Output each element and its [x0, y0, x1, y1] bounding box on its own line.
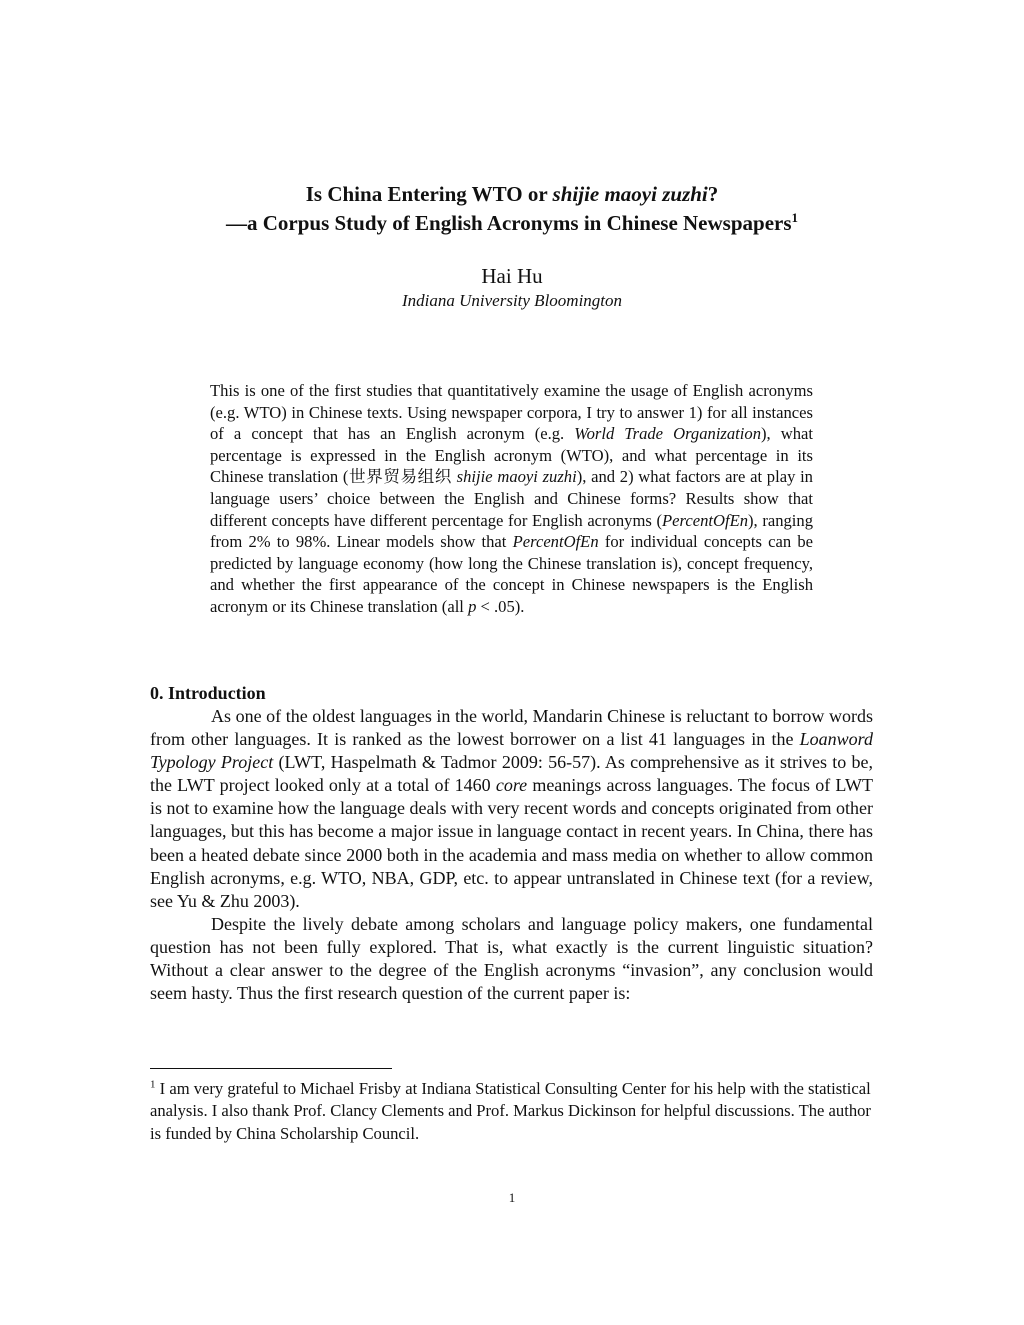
- paragraph: As one of the oldest languages in the world, Mandarin Chinese is reluctant to borrow words from other languages. It is ranked as the lowest borrower on a list 41 languages in the Loanword Typology Project (LWT, Haspelmath & Tadmor 2009: 56-57). As comprehensive as it strives to be, the LWT project looked only at a total of 1460 core meanings across languages. The focus of LWT is not to examine how the language deals with very recent words and concepts originated from other languages, but this has become a major issue in language contact in recent years. In China, there has been a heated debate since 2000 both in the academia and mass media on whether to allow common English acronyms, e.g. WTO, NBA, GDP, etc. to appear untranslated in Chinese text (for a review, see Yu & Zhu 2003).: [150, 706, 873, 911]
- paragraph: Despite the lively debate among scholars and language policy makers, one fundamental question has not been fully explored. That is, what exactly is the current linguistic situation? Without a clear answer to the degree of the English acronyms “invasion”, any conclusion would seem hasty. Thus the first research question of the current paper is:: [150, 913, 873, 1004]
- footnote-divider: [150, 1068, 392, 1069]
- footnote-marker: 1: [150, 1078, 156, 1091]
- author-name: Hai Hu: [481, 264, 543, 288]
- paper-title: [0, 180, 1024, 238]
- title-line-2: —a Corpus Study of English Acronyms in Chinese Newspapers$^1$: [225, 210, 799, 235]
- abstract: This is one of the first studies that quantitatively examine the usage of English acronyms (e.g. WTO) in Chinese texts. Using newspaper corpora, I try to answer 1) for all instances of a concept that has an English acronym (e.g. World Trade Organization), what percentage is expressed in the English acronym (WTO), and what percentage in its Chinese translation (世界贸易组织 shijie maoyi zuzhi), and 2) what factors are at play in language users’ choice between the English and Chinese forms? Results show that different concepts have different percentage for English acronyms (PercentOfEn), ranging from 2% to 98%. Linear models show that PercentOfEn for individual concepts can be predicted by language economy (how long the Chinese translation is), concept frequency, and whether the first appearance of the concept in Chinese newspapers is the English acronym or its Chinese translation (all p < .05).: [210, 381, 814, 616]
- title-italic-term: shijie maoyi zuzhi: [552, 182, 708, 206]
- title-footnote-marker[interactable]: 1: [791, 210, 799, 225]
- author-affiliation: Indiana University Bloomington: [401, 291, 623, 310]
- introduction-body: [150, 705, 873, 1005]
- page-number: 1: [508, 1190, 516, 1205]
- title-line-1: Is China Entering WTO or shijie maoyi zuzhi?: [305, 182, 719, 206]
- footnote: $^1$ I am very grateful to Michael Frisby at Indiana Statistical Consulting Center for his help with the statistical analysis. I also thank Prof. Clancy Clements and Prof. Markus Dickinson for helpful discussions. The author is funded by China Scholarship Council.: [150, 1078, 871, 1143]
- section-heading-introduction: 0. Introduction: [150, 683, 266, 703]
